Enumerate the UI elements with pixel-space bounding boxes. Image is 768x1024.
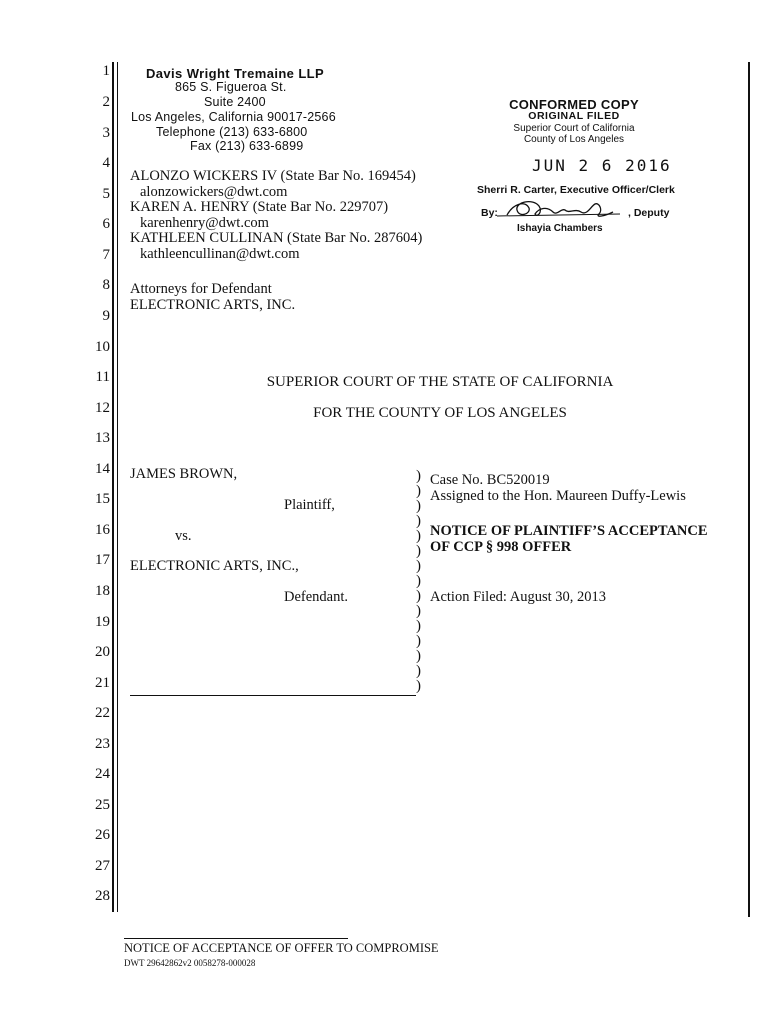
- bracket-mark: ): [416, 603, 421, 619]
- action-filed-date: Action Filed: August 30, 2013: [430, 589, 607, 605]
- defendant-name: ELECTRONIC ARTS, INC.,: [130, 558, 299, 574]
- bracket-mark: ): [416, 528, 421, 544]
- line-number: 26: [95, 827, 110, 843]
- line-number: 5: [102, 186, 110, 202]
- attorney-email: kathleencullinan@dwt.com: [140, 246, 300, 262]
- attorney-name: ALONZO WICKERS IV (State Bar No. 169454): [130, 168, 416, 184]
- line-number: 19: [95, 614, 110, 630]
- bracket-mark: ): [416, 678, 421, 694]
- bracket-mark: ): [416, 558, 421, 574]
- bracket-mark: ): [416, 498, 421, 514]
- bracket-mark: ): [416, 468, 421, 484]
- line-number: 17: [95, 552, 110, 568]
- assigned-judge: Assigned to the Hon. Maureen Duffy-Lewis: [430, 488, 686, 504]
- line-number: 15: [95, 491, 110, 507]
- bracket-mark: ): [416, 483, 421, 499]
- versus: vs.: [175, 528, 192, 544]
- bracket-mark: ): [416, 543, 421, 559]
- bracket-mark: ): [416, 573, 421, 589]
- line-number: 22: [95, 705, 110, 721]
- line-number: 23: [95, 736, 110, 752]
- line-number: 14: [95, 461, 110, 477]
- stamp-deputy-name: Ishayia Chambers: [517, 223, 603, 234]
- firm-fax: Fax (213) 633-6899: [190, 139, 304, 153]
- firm-street: 865 S. Figueroa St.: [175, 80, 287, 94]
- stamp-court-line2: County of Los Angeles: [523, 134, 625, 145]
- line-number: 25: [95, 797, 110, 813]
- attorney-name: KATHLEEN CULLINAN (State Bar No. 287604): [130, 230, 423, 246]
- firm-name: Davis Wright Tremaine LLP: [146, 66, 325, 81]
- line-number: 2: [102, 94, 110, 110]
- line-number: 7: [102, 247, 110, 263]
- line-number: 1: [102, 63, 110, 79]
- plaintiff-name: JAMES BROWN,: [130, 466, 238, 482]
- attorney-name: KAREN A. HENRY (State Bar No. 229707): [130, 199, 389, 215]
- line-number: 21: [95, 675, 110, 691]
- line-number: 24: [95, 766, 110, 782]
- defendant-role: Defendant.: [284, 589, 349, 605]
- signature-graphic: [495, 196, 630, 224]
- line-number: 12: [95, 400, 110, 416]
- attorney-email: karenhenry@dwt.com: [140, 215, 269, 231]
- line-number: 9: [102, 308, 110, 324]
- stamp-deputy-label: , Deputy: [628, 207, 670, 219]
- pleading-margin-left-outer: [112, 62, 114, 912]
- line-number: 18: [95, 583, 110, 599]
- attorneys-for-party: ELECTRONIC ARTS, INC.: [130, 297, 296, 313]
- firm-city: Los Angeles, California 90017-2566: [131, 110, 336, 124]
- line-number: 16: [95, 522, 110, 538]
- line-number: 13: [95, 430, 110, 446]
- pleading-margin-left-inner: [117, 62, 118, 912]
- line-number: 28: [95, 888, 110, 904]
- bracket-mark: ): [416, 513, 421, 529]
- court-name: SUPERIOR COURT OF THE STATE OF CALIFORNIA: [266, 374, 614, 390]
- bracket-mark: ): [416, 633, 421, 649]
- stamp-heading: CONFORMED COPY: [509, 97, 639, 112]
- attorneys-for-label: Attorneys for Defendant: [130, 281, 272, 297]
- stamp-court-line1: Superior Court of California: [513, 123, 635, 134]
- line-number: 3: [102, 125, 110, 141]
- line-number: 27: [95, 858, 110, 874]
- document-title-line2: OF CCP § 998 OFFER: [430, 539, 572, 555]
- pleading-margin-right: [748, 62, 750, 917]
- footer-document-code: DWT 29642862v2 0058278-000028: [124, 958, 256, 968]
- court-county: FOR THE COUNTY OF LOS ANGELES: [313, 405, 567, 421]
- footer-title: NOTICE OF ACCEPTANCE OF OFFER TO COMPROMISE: [124, 941, 439, 955]
- line-number: 11: [95, 369, 110, 385]
- line-number: 6: [102, 216, 110, 232]
- document-title-line1: NOTICE OF PLAINTIFF’S ACCEPTANCE: [430, 523, 708, 539]
- line-number: 8: [102, 277, 110, 293]
- firm-suite: Suite 2400: [204, 95, 266, 109]
- case-number: Case No. BC520019: [430, 472, 550, 488]
- bracket-mark: ): [416, 663, 421, 679]
- bracket-mark: ): [416, 588, 421, 604]
- attorney-email: alonzowickers@dwt.com: [140, 184, 288, 200]
- stamp-date: JUN 2 6 2016: [532, 156, 672, 175]
- plaintiff-role: Plaintiff,: [284, 497, 335, 513]
- footer-rule: [124, 938, 348, 939]
- bracket-mark: ): [416, 618, 421, 634]
- caption-underline: [130, 695, 416, 696]
- line-number: 4: [102, 155, 110, 171]
- stamp-by-label: By:: [481, 207, 498, 219]
- stamp-subheading: ORIGINAL FILED: [528, 110, 620, 122]
- stamp-clerk: Sherri R. Carter, Executive Officer/Clerk: [477, 184, 675, 196]
- firm-phone: Telephone (213) 633-6800: [156, 125, 308, 139]
- line-number: 10: [95, 339, 110, 355]
- line-number: 20: [95, 644, 110, 660]
- bracket-mark: ): [416, 648, 421, 664]
